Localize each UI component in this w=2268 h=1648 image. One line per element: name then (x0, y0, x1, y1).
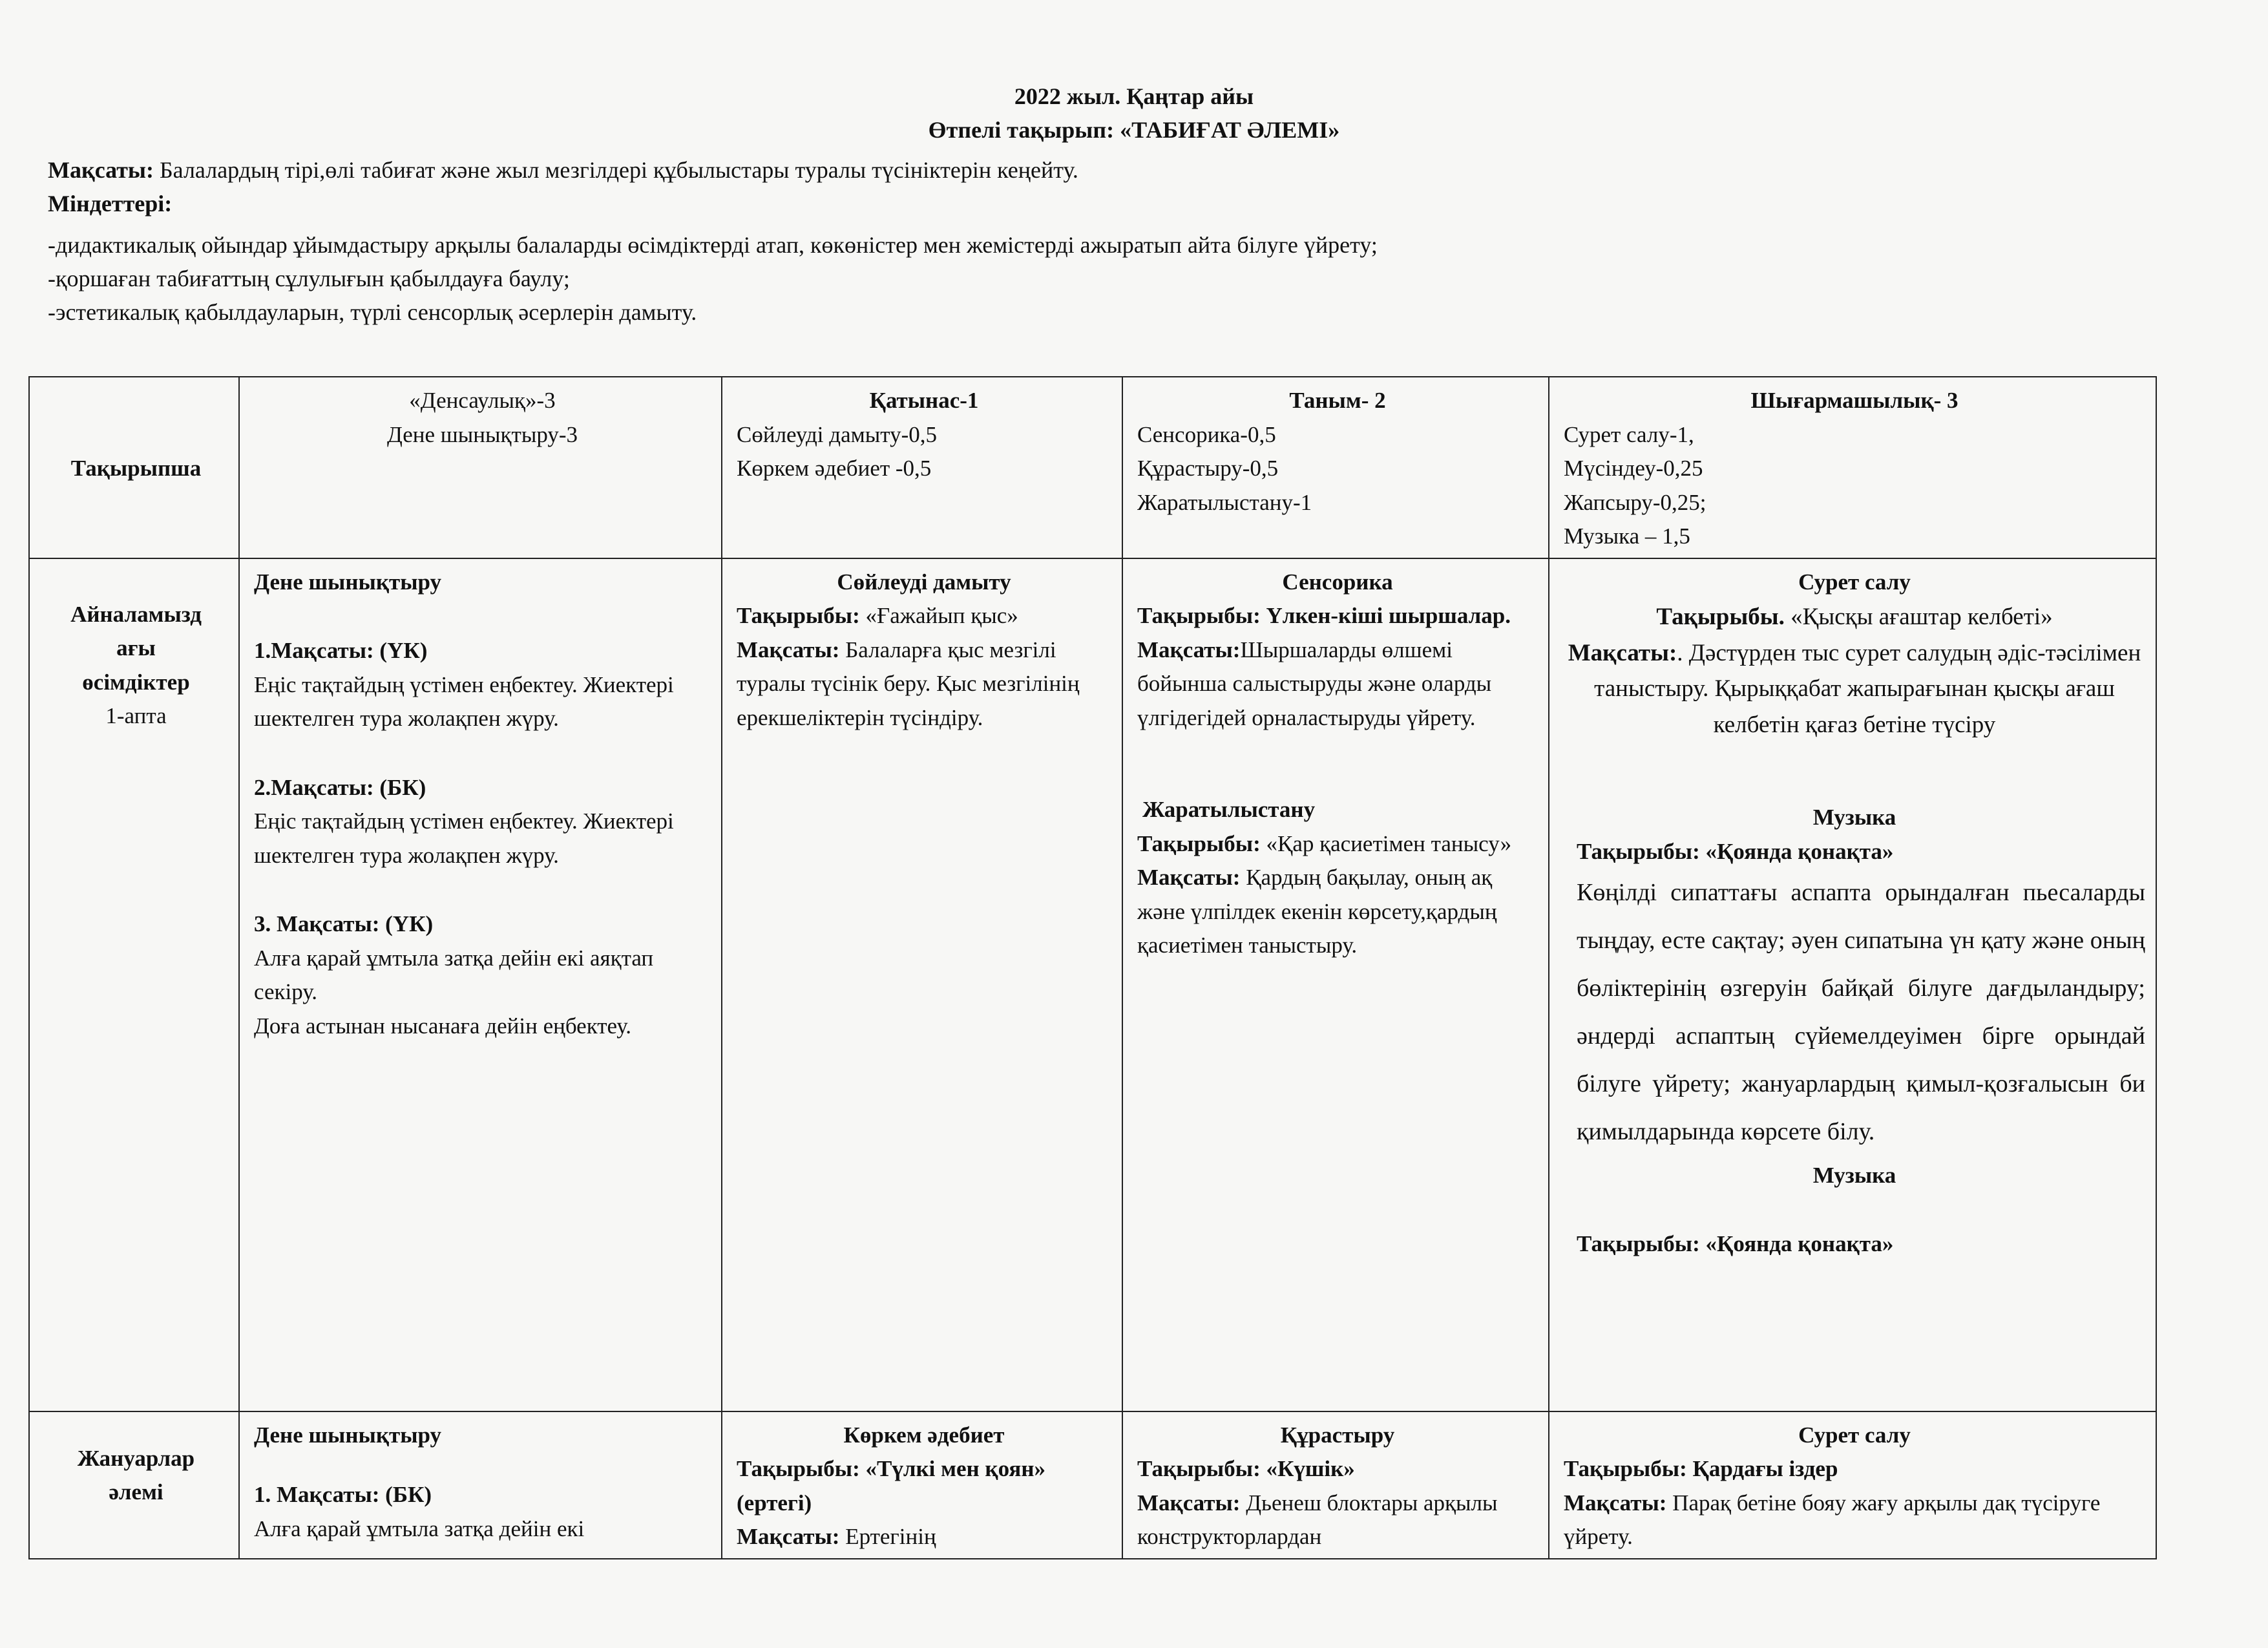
row2-topic-line2: әлемі (109, 1479, 163, 1505)
header-health-pe: Дене шынықтыру-3 (386, 421, 578, 447)
row1-music-topic: Тақырыбы: «Қоянда қонақта» (1577, 838, 1894, 864)
row1-creativity-cell (1549, 558, 2156, 1411)
header-health-cell (239, 377, 722, 558)
row1-pe3-label: 3. Мақсаты: (ҮК) (254, 911, 434, 936)
row1-speech-topic: «Ғажайып қыс» (859, 603, 1018, 628)
row1-pe3-text: Алға қарай ұмтыла затқа дейін екі аяқтап секіру. (254, 945, 654, 1004)
header-communication-cell (722, 377, 1122, 558)
header-health-title: «Денсаулық»-3 (409, 388, 556, 413)
row1-music-title: Музыка (1812, 805, 1896, 830)
row2-art-title: Сурет салу (1798, 1422, 1911, 1448)
task-1: -дидактикалық ойындар ұйымдастыру арқылы балаларды өсімдіктерді атап, көкөністер мен жемістерді ажыратып айта білуге үйрету; (48, 232, 1378, 258)
row2-literature-goal: Ертегінің (839, 1524, 936, 1549)
row1-nature-goal: Қардың бақылау, оның ақ және үлпілдек екенін көрсету,қардың қасиетімен таныстыру. (1137, 865, 1497, 958)
header-creativity-cell (1549, 377, 2156, 558)
row1-sensory-goal: Шыршаларды өлшемі бойынша салыстыруды және оларды үлгідегідей орналастыруды үйрету. (1137, 637, 1492, 730)
header-topic: Тақырыпша (70, 456, 202, 481)
row2-literature-title: Көркем әдебиет (843, 1422, 1005, 1448)
header-creativity-music: Музыка – 1,5 (1564, 523, 1690, 549)
row2-art-topic: Тақырыбы: Қардағы іздер (1564, 1456, 1838, 1481)
row1-speech-title: Сөйлеуді дамыту (837, 569, 1011, 595)
row1-art-topic-label: Тақырыбы. (1656, 604, 1785, 630)
header-cognition-construction: Құрастыру-0,5 (1137, 456, 1279, 481)
header-topic-cell (29, 377, 239, 558)
goal-line (48, 156, 1078, 184)
header-cognition-nature: Жаратылыстану-1 (1137, 489, 1312, 515)
header-communication-title: Қатынас-1 (869, 388, 979, 413)
row2-topic-line1: Жануарлар (77, 1445, 195, 1471)
table-header-row (29, 377, 2156, 558)
goal-text: Балалардың тірі,өлі табиғат және жыл мезгілдері құбылыстары туралы түсініктерін кеңейту. (154, 157, 1078, 183)
row1-art-title: Сурет салу (1798, 569, 1911, 595)
row1-topic-cell (29, 558, 239, 1411)
header-communication-literature: Көркем әдебиет -0,5 (737, 456, 932, 481)
table-row-plants (29, 558, 2156, 1411)
row1-topic-line2: ағы (116, 635, 156, 660)
task-2: -қоршаған табиғаттың сұлулығын қабылдауға баулу; (48, 266, 570, 291)
row1-speech-goal-label: Мақсаты: (737, 637, 840, 662)
row1-topic-line3: өсімдіктер (82, 669, 190, 695)
row1-nature-topic: «Қар қасиетімен танысу» (1260, 830, 1512, 856)
row1-nature-topic-label: Тақырыбы: (1137, 830, 1261, 856)
row1-speech-goal: Балаларға қыс мезгілі туралы түсінік беру. Қыс мезгілінің ерекшеліктерін түсіндіру. (737, 637, 1080, 730)
row1-pe-cell (239, 558, 722, 1411)
task-3: -эстетикалық қабылдауларын, түрлі сенсорлық әсерлерін дамыту. (48, 299, 697, 325)
row2-construction-topic: Тақырыбы: «Күшік» (1137, 1456, 1355, 1481)
row2-construction-goal-label: Мақсаты: (1137, 1490, 1241, 1516)
weekly-plan-table (28, 376, 2157, 1559)
header-creativity-modeling: Мүсіндеу-0,25 (1564, 456, 1703, 481)
row1-speech-topic-label: Тақырыбы: (737, 603, 860, 628)
header-cognition-cell (1122, 377, 1549, 558)
row1-week: 1-апта (105, 703, 167, 728)
header-cognition-sensory: Сенсорика-0,5 (1137, 421, 1276, 447)
row1-pe3-text2: Доға астынан нысанаға дейін еңбектеу. (254, 1013, 631, 1039)
row2-art-cell (1549, 1411, 2156, 1559)
header-creativity-applique: Жапсыру-0,25; (1564, 489, 1706, 515)
row2-art-goal: Парақ бетіне бояу жағу арқылы дақ түсіруге үйрету. (1564, 1490, 2101, 1549)
row1-pe2-label: 2.Мақсаты: (БК) (254, 774, 426, 800)
row2-art-goal-label: Мақсаты: (1564, 1490, 1667, 1516)
tasks-label: Міндеттері: (48, 191, 173, 217)
row1-sensory-topic: Тақырыбы: Үлкен-кіші шыршалар. (1137, 603, 1511, 628)
row1-art-topic: «Қысқы ағаштар келбеті» (1784, 604, 2053, 630)
month-heading: 2022 жыл. Қаңтар айы (1014, 83, 1254, 109)
row2-literature-cell (722, 1411, 1122, 1559)
row1-music-goal: Көңілді сипаттағы аспапта орындалған пьесаларды тыңдау, есте сақтау; әуен сипатына үн қату және оның бөліктерінің өзгеруін байқай білуге дағдыландыру; әндерді аспаптың сүйемелдеуімен бірге орындай білуге үйрету; жануарлардың қимыл-қозғалысын би қимылдарында көрсете білу. (1577, 879, 2145, 1146)
header-cognition-title: Таным- 2 (1289, 388, 1386, 413)
row2-pe-title: Дене шынықтыру (254, 1422, 442, 1448)
row2-literature-topic: Тақырыбы: «Түлкі мен қоян» (ертегі) (737, 1456, 1046, 1516)
row1-art-goal-label: Мақсаты: (1568, 639, 1677, 666)
row1-nature-title: Жаратылыстану (1142, 797, 1316, 822)
goal-label: Мақсаты: (48, 157, 154, 183)
table-row-animals (29, 1411, 2156, 1559)
row1-cognition-cell (1122, 558, 1549, 1411)
row2-pe1-label: 1. Мақсаты: (БК) (254, 1482, 432, 1507)
row1-pe1-text: Еңіс тақтайдың үстімен еңбектеу. Жиектері шектелген тура жолақпен жүру. (254, 671, 674, 731)
row1-sensory-title: Сенсорика (1282, 569, 1393, 595)
row2-topic-cell (29, 1411, 239, 1559)
row1-pe2-text: Еңіс тақтайдың үстімен еңбектеу. Жиектері шектелген тура жолақпен жүру. (254, 808, 674, 868)
header-communication-speech: Сөйлеуді дамыту-0,5 (737, 421, 938, 447)
row2-pe-cell (239, 1411, 722, 1559)
row1-speech-cell (722, 558, 1122, 1411)
row2-construction-title: Құрастыру (1280, 1422, 1395, 1448)
row1-sensory-goal-label: Мақсаты: (1137, 637, 1241, 662)
row1-art-goal: . Дәстүрден тыс сурет салудың әдіс-тәсілімен таныстыру. Қырыққабат жапырағынан қысқы ағаш келбетін қағаз бетіне түсіру (1594, 639, 2141, 738)
row2-construction-cell (1122, 1411, 1549, 1559)
row1-music2-topic: Тақырыбы: «Қоянда қонақта» (1577, 1231, 1894, 1257)
theme-heading: Өтпелі тақырып: «ТАБИҒАТ ӘЛЕМІ» (928, 117, 1340, 143)
row2-pe1-text: Алға қарай ұмтыла затқа дейін екі (254, 1516, 585, 1541)
row1-pe1-label: 1.Мақсаты: (ҮК) (254, 638, 428, 663)
header-creativity-title: Шығармашылық- 3 (1750, 388, 1958, 413)
row1-pe-title: Дене шынықтыру (254, 569, 442, 595)
row1-music2-title: Музыка (1812, 1162, 1896, 1188)
row2-literature-goal-label: Мақсаты: (737, 1524, 840, 1549)
row1-nature-goal-label: Мақсаты: (1137, 865, 1241, 890)
header-creativity-drawing: Сурет салу-1, (1564, 421, 1694, 447)
row1-topic-line1: Айналамызд (70, 601, 202, 627)
row2-construction-goal: Дьенеш блоктары арқылы конструкторлардан (1137, 1490, 1498, 1549)
